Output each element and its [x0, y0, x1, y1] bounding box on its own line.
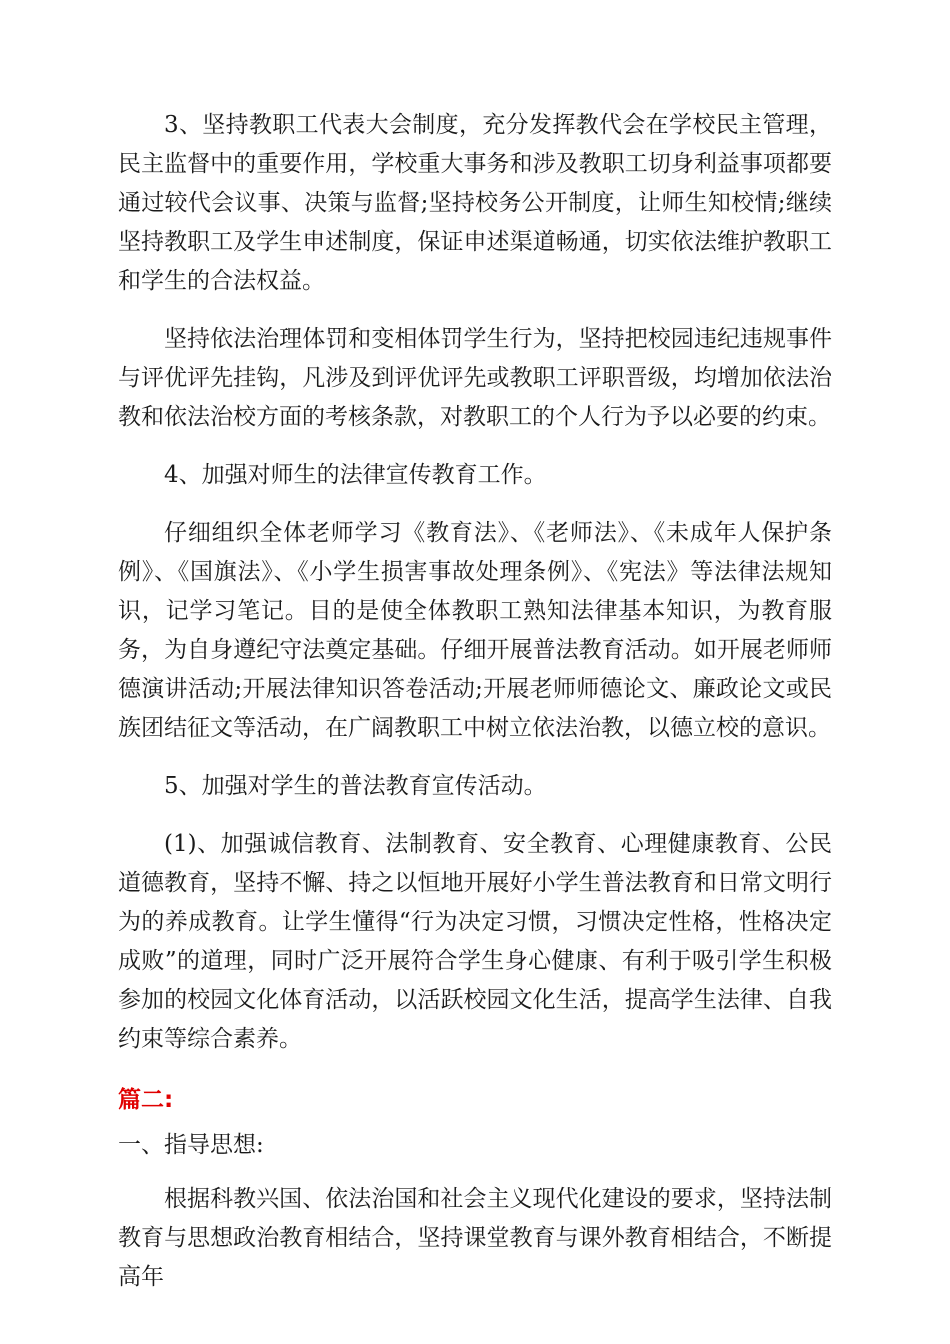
paragraph-item-5: 5、加强对学生的普法教育宣传活动。 [164, 773, 547, 799]
paragraph-corporal-punishment: 坚持依法治理体罚和变相体罚学生行为，坚持把校园违纪违规事件与评优评先挂钩，凡涉及到评优评先或教职工评职晋级，均增加依法治教和依法治校方面的考核条款，对教职工的个人行为予以必要的约束。 [118, 326, 832, 430]
paragraph-item-5-1: (1)、加强诚信教育、法制教育、安全教育、心理健康教育、公民道德教育，坚持不懈、持之以恒地开展好小学生普法教育和日常文明行为的养成教育。让学生懂得“行为决定习惯，习惯决定性格，性格决定成败”的道理，同时广泛开展符合学生身心健康、有利于吸引学生积极参加的校园文化体育活动，以活跃校园文化生活，提高学生法律、自我约束等综合素养。 [118, 831, 832, 1052]
paragraph-item-4: 4、加强对师生的法律宣传教育工作。 [164, 462, 547, 488]
paragraph-guiding-thought: 根据科教兴国、依法治国和社会主义现代化建设的要求，坚持法制教育与思想政治教育相结合，坚持课堂教育与课外教育相结合，不断提高年 [118, 1186, 832, 1290]
subheading-guiding-thought: 一、指导思想: [118, 1132, 264, 1158]
paragraph-law-study: 仔细组织全体老师学习《教育法》、《老师法》、《未成年人保护条例》、《国旗法》、《小学生损害事故处理条例》、《宪法》等法律法规知识，记学习笔记。目的是使全体教职工熟知法律基本知识，为教育服务，为自身遵纪守法奠定基础。仔细开展普法教育活动。如开展老师师德演讲活动;开展法律知识答卷活动;开展老师师德论文、廉政论文或民族团结征文等活动，在广阔教职工中树立依法治教，以德立校的意识。 [118, 520, 832, 741]
paragraph-item-3: 3、坚持教职工代表大会制度，充分发挥教代会在学校民主管理，民主监督中的重要作用，学校重大事务和涉及教职工切身利益事项都要通过较代会议事、决策与监督;坚持校务公开制度，让师生知校情;继续坚持教职工及学生申述制度，保证申述渠道畅通，切实依法维护教职工和学生的合法权益。 [118, 112, 832, 294]
section-heading: 篇二: [118, 1087, 174, 1113]
